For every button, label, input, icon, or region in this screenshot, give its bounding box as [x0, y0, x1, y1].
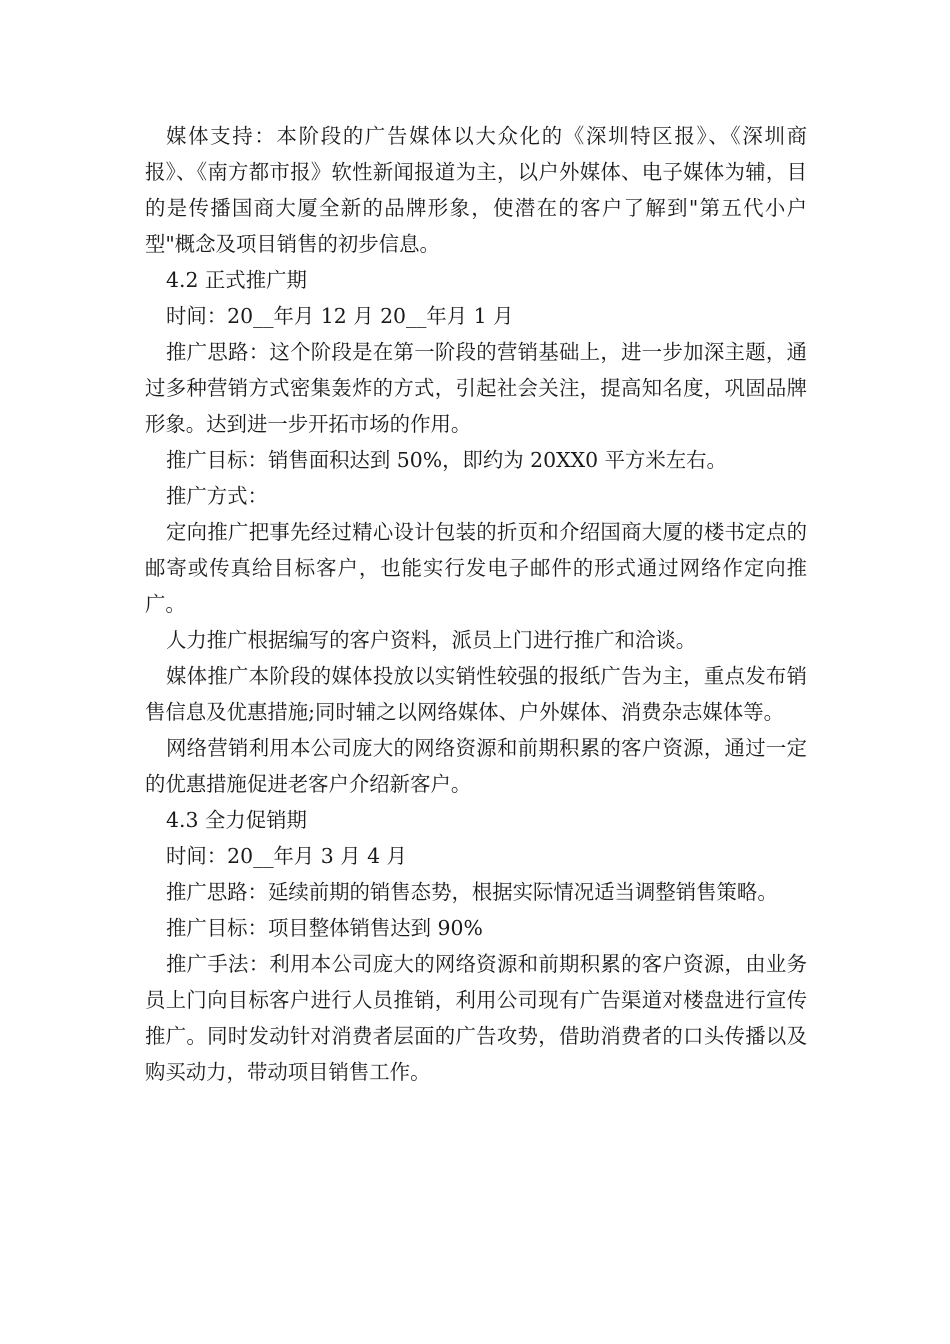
paragraph-promotion-idea-2: 推广思路：延续前期的销售态势，根据实际情况适当调整销售策略。 — [166, 880, 778, 904]
paragraph-personnel-promotion: 人力推广根据编写的客户资料，派员上门进行推广和洽谈。 — [166, 628, 697, 652]
paragraph-promotion-tactics: 推广手法：利用本公司庞大的网络资源和前期积累的客户资源，由业务员上门向目标客户进行人员推销，利用公司现有广告渠道对楼盘进行宣传推广。同时发动针对消费者层面的广告攻势，借助消费者的口头传播以及购买动力，带动项目销售工作。 — [145, 952, 807, 1084]
document-page — [145, 118, 807, 1090]
paragraph-media-support: 媒体支持：本阶段的广告媒体以大众化的《深圳特区报》、《深圳商报》、《南方都市报》软性新闻报道为主，以户外媒体、电子媒体为辅，目的是传播国商大厦全新的品牌形象，使潜在的客户了解到"第五代小户型"概念及项目销售的初步信息。 — [145, 124, 807, 256]
paragraph-network-marketing: 网络营销利用本公司庞大的网络资源和前期积累的客户资源，通过一定的优惠措施促进老客户介绍新客户。 — [145, 736, 807, 796]
paragraph-time-formal: 时间：20__年月 12 月 20__年月 1 月 — [166, 304, 514, 328]
section-heading-full-promotion: 4.3 全力促销期 — [166, 808, 307, 832]
paragraph-promotion-method: 推广方式： — [166, 484, 268, 508]
section-heading-formal-promotion: 4.2 正式推广期 — [166, 268, 307, 292]
paragraph-promotion-goal: 推广目标：销售面积达到 50%，即约为 20XX0 平方米左右。 — [166, 448, 727, 472]
paragraph-targeted-promotion: 定向推广把事先经过精心设计包装的折页和介绍国商大厦的楼书定点的邮寄或传真给目标客户，也能实行发电子邮件的形式通过网络作定向推广。 — [145, 520, 807, 616]
paragraph-time-full: 时间：20__年月 3 月 4 月 — [166, 844, 407, 868]
paragraph-media-promotion: 媒体推广本阶段的媒体投放以实销性较强的报纸广告为主，重点发布销售信息及优惠措施;同时辅之以网络媒体、户外媒体、消费杂志媒体等。 — [145, 664, 807, 724]
paragraph-promotion-goal-2: 推广目标：项目整体销售达到 90% — [166, 916, 483, 940]
paragraph-promotion-idea: 推广思路：这个阶段是在第一阶段的营销基础上，进一步加深主题，通过多种营销方式密集轰炸的方式，引起社会关注，提高知名度，巩固品牌形象。达到进一步开拓市场的作用。 — [145, 340, 807, 436]
